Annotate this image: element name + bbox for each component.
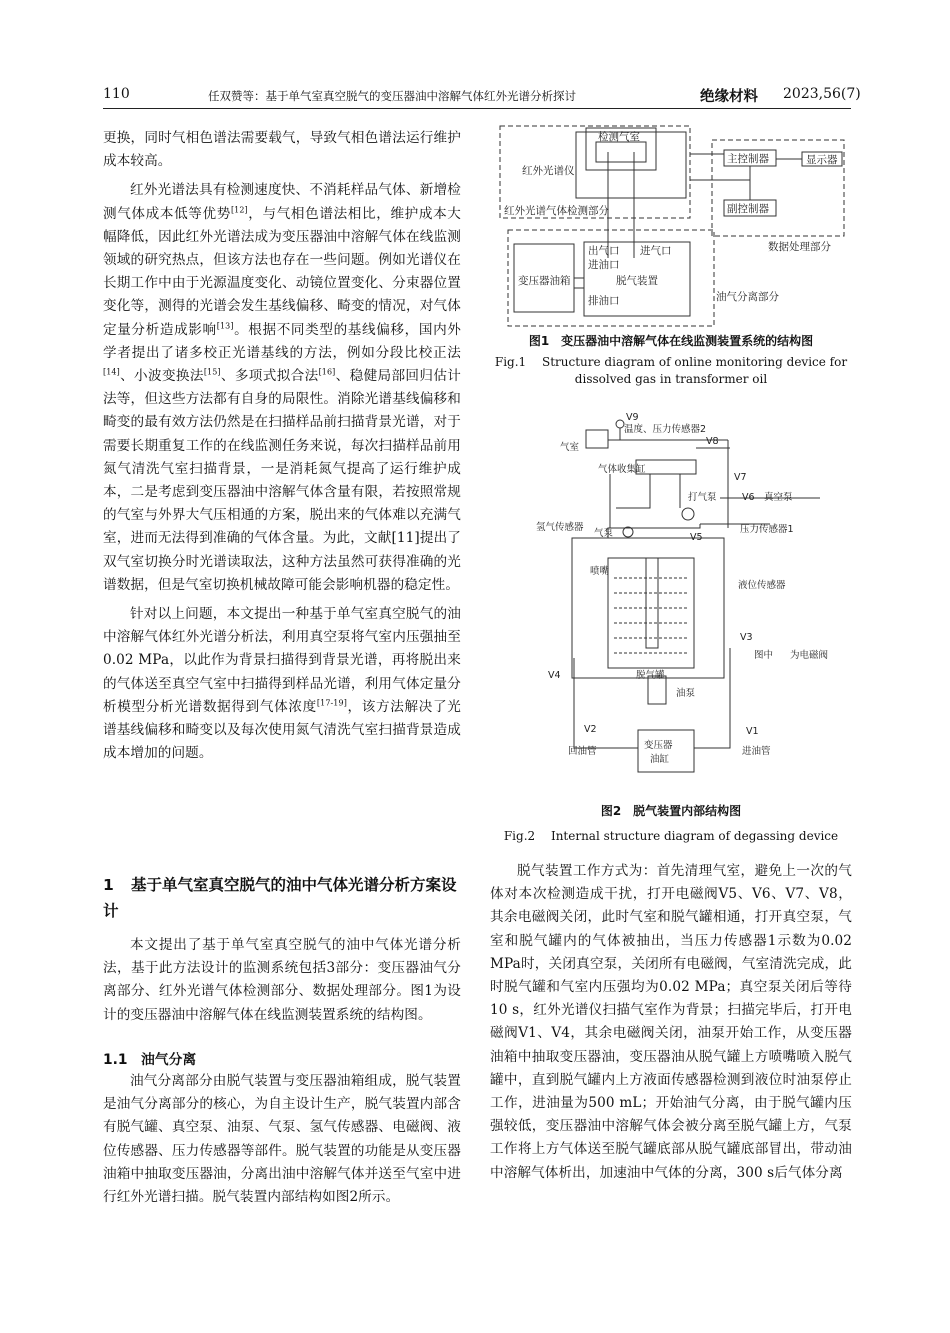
paragraph: 红外光谱法具有检测速度快、不消耗样品气体、新增检测气体成本低等优势[12]，与气相色谱法相比，维护成本大幅降低，因此红外光谱法成为变压器油中溶解气体在线监测领域的研究热点，但该方法也存在一些问题。例如光谱仪在长期工作中由于光源温度变化、动镜位置变化、分束器位置变化等，测得的光谱会发生基线偏移、畸变的情况，对气体定量分析造成影响[13]。根据不同类型的基线偏移，国内外学者提出了诸多校正光谱基线的方法，例如分段比校正法[14]、小波变换法[15]、多项式拟合法[16]、稳健局部回归估计法等，但这些方法都有自身的局限性。消除光谱基线偏移和畸变的最有效方法仍然是在扫描样品前扫描背景光谱，对于需要长期重复工作的在线监测任务来说，每次扫描样品前用氮气清洗气室扫描背景，一是消耗氮气提高了运行维护成本，二是考虑到变压器油中溶解气体含量有限，若按照常规的气室与外界大气压相通的方案，脱出来的气体难以充满气室，进而无法得到准确的气体含量。为此，文献[11]提出了双气室切换分时光谱读取法，这种方法虽然可获得准确的光谱数据，但是气室切换机械故障可能会影响机器的稳定性。: [103, 182, 461, 593]
fig2-h2: 氢气传感器: [536, 522, 584, 533]
fig2-air-pump: 打气泵: [688, 492, 717, 503]
fig1-chamber: 检测气室: [598, 131, 640, 143]
fig2-v4: V4: [548, 670, 561, 681]
fig1-spectrometer: 红外光谱仪: [522, 165, 575, 177]
figure-1-diagram: [490, 118, 852, 328]
fig2-inlet-pipe: 进油管: [742, 746, 771, 757]
paragraph: 本文提出了基于单气室真空脱气的油中气体光谱分析法，基于此方法设计的监测系统包括3部分：变压器油气分离部分、红外光谱气体检测部分、数据处理部分。图1为设计的变压器油中溶解气体在线监测装置系统的结构图。: [103, 937, 461, 1023]
oil-tank-box: [638, 730, 694, 772]
fig2-vac-pump: 真空泵: [764, 492, 793, 503]
citation: [13]: [216, 321, 234, 331]
journal-name: 绝缘材料: [700, 88, 758, 105]
fig1-inlet-gas: 进气口: [640, 245, 672, 257]
fig1-oil-gas-section: 油气分离部分: [716, 291, 779, 303]
citation: [17-19]: [316, 698, 347, 708]
fig2-level: 液位传感器: [738, 580, 786, 591]
fig1-display: 显示器: [806, 154, 838, 166]
fig2-gas-pump: 气泵: [594, 528, 614, 539]
fig2-temp-press: 温度、压力传感器2: [624, 424, 707, 435]
header-rule: [103, 108, 851, 109]
fig2-oil-tank2: 油缸: [650, 754, 670, 765]
fig2-v7: V7: [734, 472, 747, 483]
fig1-degas: 脱气装置: [616, 275, 658, 287]
page-number: 110: [103, 86, 130, 102]
fig2-oil-tank1: 变压器: [644, 740, 673, 751]
figure-2-diagram: [520, 408, 850, 798]
citation: [14]: [103, 367, 120, 377]
fig2-v1: V1: [746, 726, 759, 737]
section-heading-1-1: 1.1 油气分离: [103, 1052, 197, 1068]
fig2-gas-chamber: 气室: [560, 442, 580, 453]
fig2-nozzle: 喷嘴: [590, 566, 610, 577]
figure-2-caption: [490, 802, 852, 844]
fig2-caption-en: Fig.2 Internal structure diagram of degassing device: [503, 829, 839, 843]
citation: [15]: [203, 367, 221, 377]
degas-tank-outer: [572, 538, 724, 678]
section-heading-1: 1 基于单气室真空脱气的油中气体光谱分析方案设计: [103, 876, 457, 920]
right-column: [490, 860, 852, 1185]
left-column-bottom: [103, 1070, 461, 1209]
paragraph: 针对以上问题，本文提出一种基于单气室真空脱气的油中溶解气体红外光谱分析法，利用真空泵将气室内压强抽至0.02 MPa，以此作为背景扫描得到背景光谱，再将脱出来的气体送至真空气室中扫描得到样品光谱，利用气体定量分析模型分析光谱数据得到气体浓度[17-19]，该方法解决了光谱基线偏移和畸变以及每次使用氮气清洗气室扫描背景造成成本增加的问题。: [103, 606, 461, 762]
journal-volume: 2023,56(7): [783, 86, 861, 102]
citation: [16]: [318, 367, 336, 377]
gas-chamber-box: [586, 430, 608, 448]
fig1-caption-en1: Fig.1 Structure diagram of online monitoring device for: [494, 355, 848, 369]
fig1-caption-en2: dissolved gas in transformer oil: [574, 372, 768, 386]
left-column: [103, 127, 461, 765]
fig1-sub-ctrl: 副控制器: [727, 203, 769, 215]
fig2-caption-cn: 图2 脱气装置内部结构图: [600, 804, 742, 818]
fig2-collector: 气体收集缸: [598, 464, 646, 475]
fig2-return-pipe: 回油管: [568, 746, 597, 757]
left-column-lower: [103, 934, 461, 1027]
fig1-outlet: 出气口: [588, 245, 620, 257]
fig1-drain: 排油口: [588, 295, 620, 307]
fig1-data-section: 数据处理部分: [768, 241, 831, 253]
fig2-legend: 为电磁阀: [790, 650, 829, 661]
figure-1-caption: [490, 332, 852, 386]
fig2-v5: V5: [690, 532, 703, 543]
fig2-press1: 压力传感器1: [740, 524, 794, 535]
fig2-v9: V9: [626, 412, 639, 423]
fig1-inlet-oil: 进油口: [588, 259, 620, 271]
fig2-oil-pump: 油泵: [676, 688, 696, 699]
fig2-v3: V3: [740, 632, 753, 643]
fig1-main-ctrl: 主控制器: [727, 153, 769, 165]
paragraph: 脱气装置工作方式为：首先清理气室，避免上一次的气体对本次检测造成干扰，打开电磁阀V5、V6、V7、V8，其余电磁阀关闭，此时气室和脱气罐相通，打开真空泵，气室和脱气罐内的气体被抽出，当压力传感器1示数为0.02 MPa时，关闭真空泵，关闭所有电磁阀，气室清洗完成，此时脱气罐和气室内压强均为0.02 MPa；真空泵关闭后等待10 s，红外光谱仪扫描气室作为背景；扫描完毕后，打开电磁阀V1、V4，其余电磁阀关闭，油泵开始工作，从变压器油箱中抽取变压器油，变压器油从脱气罐上方喷嘴喷入脱气罐中，直到脱气罐内上方液面传感器检测到液位时油泵停止工作，进油量为500 mL；开始油气分离，由于脱气罐内压强较低，变压器油中溶解气体会被分离至脱气罐上方，气泵工作将上方气体送至脱气罐底部从脱气罐底部冒出，带动油中溶解气体析出，加速油中气体的分离，300 s后气体分离: [490, 863, 852, 1181]
paragraph: 更换，同时气相色谱法需要载气，导致气相色谱法运行维护成本较高。: [103, 130, 461, 170]
running-title: 任双赞等：基于单气室真空脱气的变压器油中溶解气体红外光谱分析探讨: [208, 89, 576, 103]
fig1-caption-cn: 图1 变压器油中溶解气体在线监测装置系统的结构图: [528, 334, 814, 348]
fig2-v8: V8: [706, 436, 719, 447]
fig2-legend-pre: 图中: [754, 650, 774, 661]
paragraph: 油气分离部分由脱气装置与变压器油箱组成，脱气装置是油气分离部分的核心，为自主设计生产，脱气装置内部含有脱气罐、真空泵、油泵、气泵、氢气传感器、电磁阀、液位传感器、压力传感器等部件。脱气装置的功能是从变压器油箱中抽取变压器油，分离出油中溶解气体并送至气室中进行红外光谱扫描。脱气装置内部结构如图2所示。: [103, 1073, 461, 1206]
fig2-v6: V6: [742, 492, 755, 503]
fig1-ir-section: 红外光谱气体检测部分: [504, 205, 609, 217]
fig1-tank: 变压器油箱: [518, 275, 571, 287]
fig2-tank: 脱气罐: [636, 670, 665, 681]
fig2-v2: V2: [584, 724, 597, 735]
citation: [12]: [230, 205, 248, 215]
